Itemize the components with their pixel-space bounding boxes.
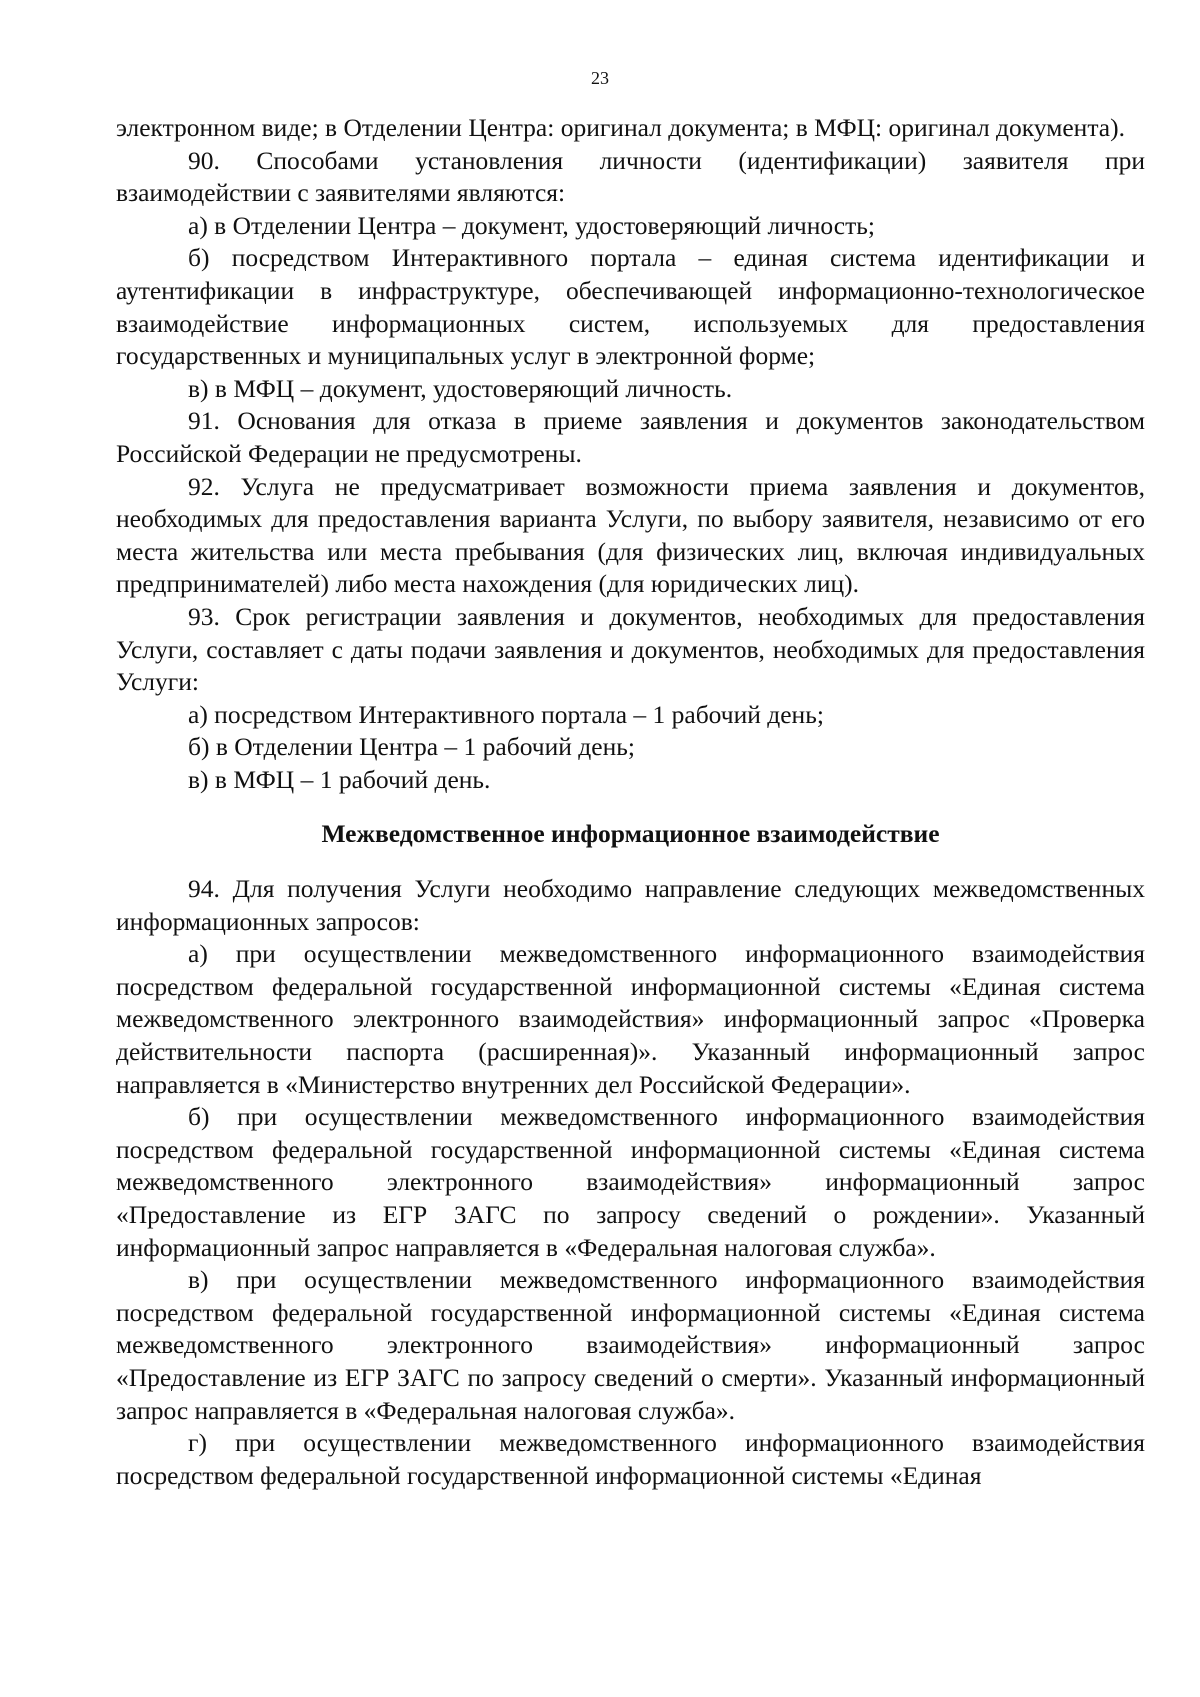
paragraph-94-a: а) при осуществлении межведомственного информационного взаимодействия посредством федеральной государственной информационной системы «Единая система межведомственного электронного взаимодействия» информационный запрос «Проверка действительности паспорта (расширенная)». Указанный информационный запрос направляется в «Министерство внутренних дел Российской Федерации». xyxy=(116,939,1145,1099)
paragraph-93-a: а) посредством Интерактивного портала – 1 рабочий день; xyxy=(188,699,824,729)
paragraph-continuation: электронном виде; в Отделении Центра: оригинал документа; в МФЦ: оригинал документа). xyxy=(116,113,1125,142)
paragraph-90-b: б) посредством Интерактивного портала – единая система идентификации и аутентификации в инфраструктуре, обеспечивающей информационно-технологическое взаимодействие информационных систем, используемых для предоставления государственных и муниципальных услуг в электронной форме; xyxy=(116,243,1145,371)
document-body xyxy=(116,112,1145,1492)
paragraph-90-a: а) в Отделении Центра – документ, удостоверяющий личность; xyxy=(188,210,875,240)
paragraph-90: 90. Способами установления личности (идентификации) заявителя при взаимодействии с заявителями являются: xyxy=(116,145,1145,208)
paragraph-92: 92. Услуга не предусматривает возможности приема заявления и документов, необходимых для предоставления варианта Услуги, по выбору заявителя, независимо от его места жительства или места пребывания (для физических лиц, включая индивидуальных предпринимателей) либо места нахождения (для юридических лиц). xyxy=(116,471,1145,599)
paragraph-94-b: б) при осуществлении межведомственного информационного взаимодействия посредством федеральной государственной информационной системы «Единая система межведомственного электронного взаимодействия» информационный запрос «Предоставление из ЕГР ЗАГС по запросу сведений о рождении». Указанный информационный запрос направляется в «Федеральная налоговая служба». xyxy=(116,1102,1145,1262)
page-number: 23 xyxy=(591,68,609,88)
paragraph-93: 93. Срок регистрации заявления и документов, необходимых для предоставления Услуги, составляет с даты подачи заявления и документов, необходимых для предоставления Услуги: xyxy=(116,601,1145,697)
paragraph-93-v: в) в МФЦ – 1 рабочий день. xyxy=(188,764,491,794)
paragraph-91: 91. Основания для отказа в приеме заявления и документов законодательством Российской Федерации не предусмотрены. xyxy=(116,406,1145,468)
paragraph-90-v: в) в МФЦ – документ, удостоверяющий личность. xyxy=(188,373,733,403)
paragraph-93-b: б) в Отделении Центра – 1 рабочий день; xyxy=(188,732,635,762)
paragraph-94-g: г) при осуществлении межведомственного информационного взаимодействия посредством федеральной государственной информационной системы «Единая xyxy=(116,1428,1145,1490)
section-heading: Межведомственное информационное взаимодействие xyxy=(321,819,940,849)
paragraph-94-v: в) при осуществлении межведомственного информационного взаимодействия посредством федеральной государственной информационной системы «Единая система межведомственного электронного взаимодействия» информационный запрос «Предоставление из ЕГР ЗАГС по запросу сведений о смерти». Указанный информационный запрос направляется в «Федеральная налоговая служба». xyxy=(116,1265,1145,1425)
paragraph-94: 94. Для получения Услуги необходимо направление следующих межведомственных информационных запросов: xyxy=(116,874,1145,936)
